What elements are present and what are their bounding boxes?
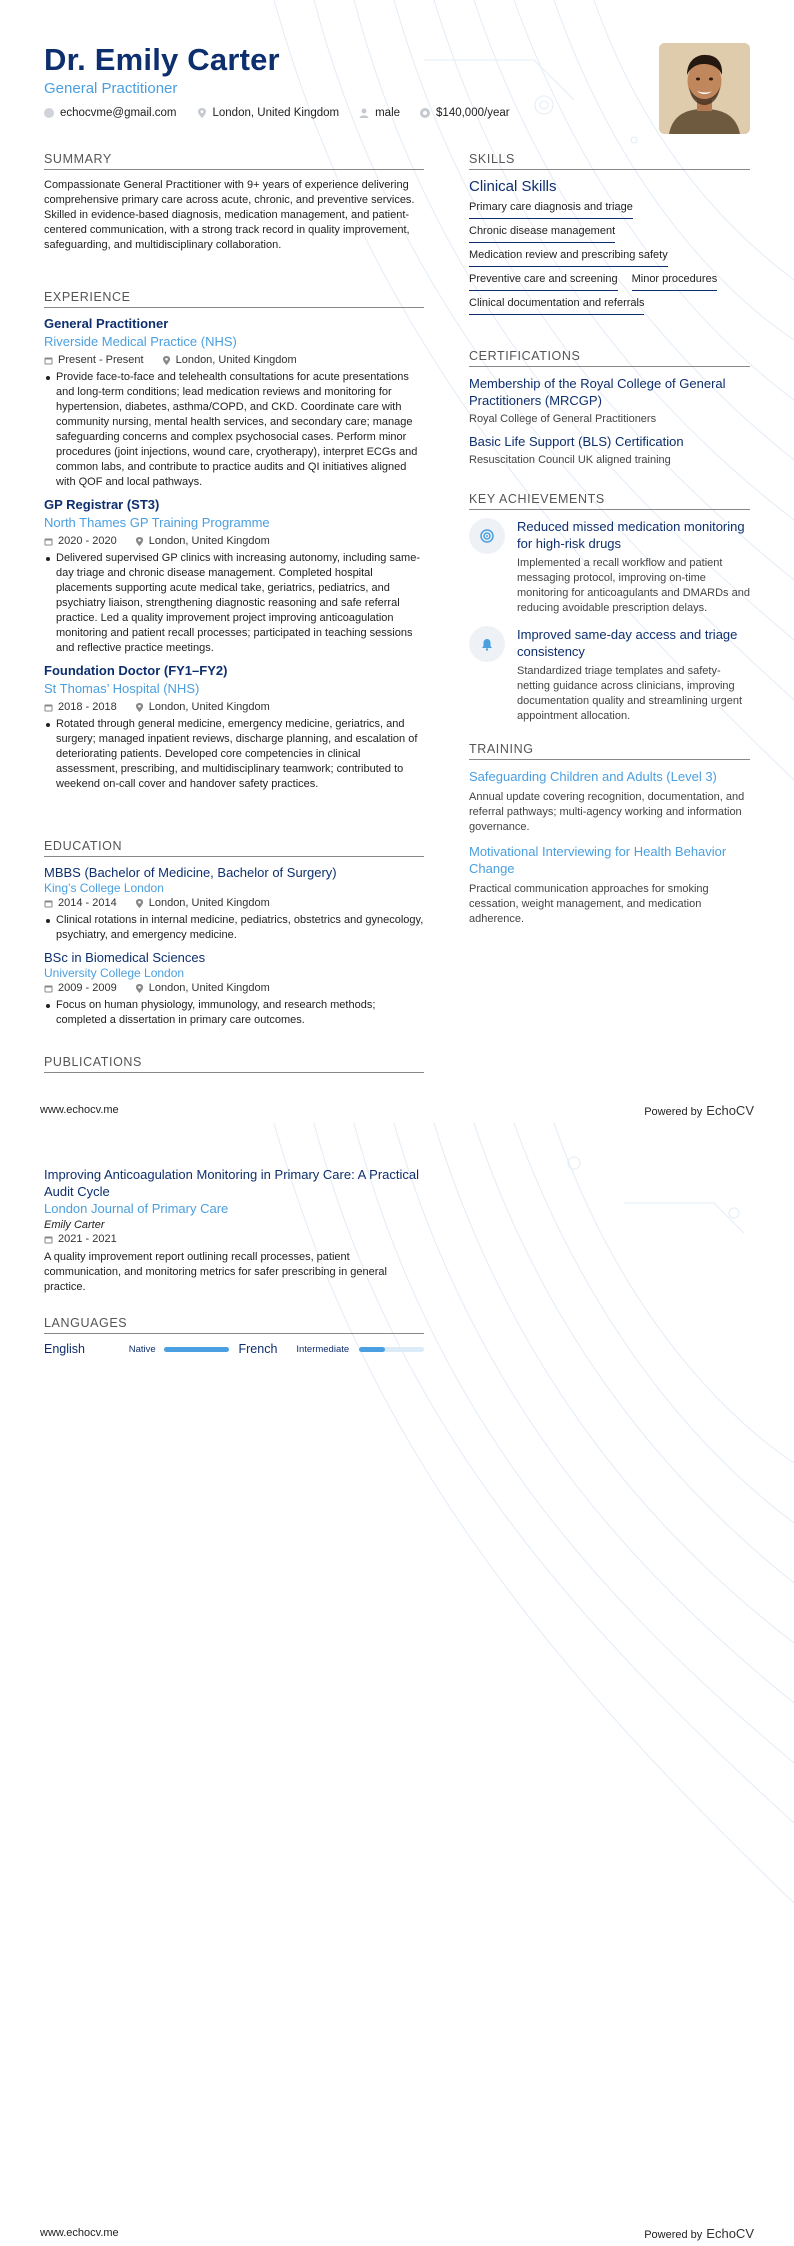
skills-title: SKILLS xyxy=(469,152,750,170)
education-entry xyxy=(44,950,424,1028)
achievement-item xyxy=(469,518,750,616)
location-pin-icon xyxy=(135,899,144,908)
footer-website[interactable]: www.echocv.me xyxy=(40,2227,119,2239)
job-description: Rotated through general medicine, emergency medicine, geriatrics, and surgery; managed inpatient reviews, discharge planning, and escalation of deteriorating patients. Developed core competencies in clinical assessment, prescribing, and multidisciplinary teamwork; contributed to weekend on-call cover and handover safety practices. xyxy=(56,717,424,792)
experience-title: EXPERIENCE xyxy=(44,290,424,308)
education-section xyxy=(44,839,424,1028)
job-description: Provide face-to-face and telehealth consultations for acute presentations and long-term conditions; lead medication reviews and monitoring for hypertension, diabetes, asthma/COPD, and CKD. Coordinate care with community nursing, mental health services, and secondary care; manage safeguarding concerns and complex psychosocial cases. Perform minor procedures (joint injections, wound care, cryotherapy), interpret ECGs and common labs, and contribute to practice audits and QI initiatives aligned with QOF and local pathways. xyxy=(56,370,424,490)
left-column xyxy=(44,152,424,253)
languages-title: LANGUAGES xyxy=(44,1316,424,1334)
skill-tag: Preventive care and screening xyxy=(469,273,618,291)
job-location: London, United Kingdom xyxy=(148,701,270,713)
publications-section-start xyxy=(44,1055,424,1081)
contact-email[interactable] xyxy=(44,107,177,119)
languages-section xyxy=(44,1316,424,1356)
job-organization: St Thomas’ Hospital (NHS) xyxy=(44,681,200,696)
achievements-section xyxy=(469,492,750,734)
training-title-item: Motivational Interviewing for Health Behavior Change xyxy=(469,844,727,876)
achievements-title: KEY ACHIEVEMENTS xyxy=(469,492,750,510)
training-section xyxy=(469,742,750,927)
publication-description: A quality improvement report outlining recall processes, patient communication, and monitoring metrics for safer prescribing in general practice. xyxy=(44,1251,387,1293)
education-description: Clinical rotations in internal medicine, pediatrics, obstetrics and gynecology, psychiatry, and emergency medicine. xyxy=(56,914,424,941)
language-level-bar xyxy=(359,1347,424,1352)
calendar-icon xyxy=(44,703,53,712)
skill-tag: Medication review and prescribing safety xyxy=(469,249,668,267)
skills-section xyxy=(469,152,750,315)
powered-by-label: Powered by xyxy=(644,2229,703,2241)
certifications-title: CERTIFICATIONS xyxy=(469,349,750,367)
publications-title: PUBLICATIONS xyxy=(44,1055,424,1073)
job-meta xyxy=(44,701,424,713)
certification-issuer: Resuscitation Council UK aligned training xyxy=(469,454,671,466)
job-meta xyxy=(44,354,424,366)
publication-journal: London Journal of Primary Care xyxy=(44,1201,229,1216)
contact-salary xyxy=(420,107,510,119)
education-dates: 2009 - 2009 xyxy=(58,982,117,994)
language-level-bar xyxy=(164,1347,229,1352)
publication-title: Improving Anticoagulation Monitoring in Primary Care: A Practical Audit Cycle xyxy=(44,1167,420,1199)
skill-tag: Primary care diagnosis and triage xyxy=(469,201,633,219)
salary-text: $140,000/year xyxy=(436,107,510,119)
achievement-item xyxy=(469,626,750,724)
publication-entry xyxy=(44,1166,424,1295)
experience-entry xyxy=(44,497,424,656)
footer-powered-by xyxy=(644,2226,754,2241)
school-name: King’s College London xyxy=(44,881,164,895)
bell-icon xyxy=(469,626,505,662)
money-icon xyxy=(420,108,430,118)
calendar-icon xyxy=(44,899,53,908)
training-title-item: Safeguarding Children and Adults (Level 3) xyxy=(469,769,717,784)
job-organization: North Thames GP Training Programme xyxy=(44,515,270,530)
profile-photo xyxy=(659,43,750,134)
brand-logo[interactable]: EchoCV xyxy=(706,1103,754,1118)
publication-meta xyxy=(44,1233,424,1245)
skills-category: Clinical Skills xyxy=(469,178,557,195)
email-icon xyxy=(44,108,54,118)
location-pin-icon xyxy=(135,537,144,546)
job-location: London, United Kingdom xyxy=(148,535,270,547)
job-organization: Riverside Medical Practice (NHS) xyxy=(44,334,237,349)
education-location: London, United Kingdom xyxy=(148,982,270,994)
location-pin-icon xyxy=(162,356,171,365)
resume-header xyxy=(44,42,644,97)
training-title: TRAINING xyxy=(469,742,750,760)
calendar-icon xyxy=(44,356,53,365)
location-pin-icon xyxy=(135,984,144,993)
experience-entry xyxy=(44,316,424,490)
summary-text: Compassionate General Practitioner with 9+ years of experience delivering comprehensive primary care across acute, chronic, and preventive services. Skilled in evidence-based diagnosis, medication management, and patient-centered communication, with a strong track record in quality improvement, safeguarding, and multidisciplinary collaboration. xyxy=(44,179,415,251)
certifications-section xyxy=(469,349,750,466)
job-meta xyxy=(44,535,424,547)
degree-title: BSc in Biomedical Sciences xyxy=(44,950,206,965)
achievement-description: Implemented a recall workflow and patient messaging protocol, improving on-time monitoring for anticoagulants and DMARDs and reducing avoidable prescription delays. xyxy=(517,557,750,614)
job-dates: Present - Present xyxy=(58,354,144,366)
certification-issuer: Royal College of General Practitioners xyxy=(469,413,657,425)
location-pin-icon xyxy=(135,703,144,712)
education-title: EDUCATION xyxy=(44,839,424,857)
education-entry xyxy=(44,865,424,943)
candidate-name: Dr. Emily Carter xyxy=(44,42,280,77)
job-dates: 2020 - 2020 xyxy=(58,535,117,547)
location-text: London, United Kingdom xyxy=(212,107,340,119)
gender-text: male xyxy=(375,107,401,119)
achievement-description: Standardized triage templates and safety-netting guidance across clinicians, improving documentation quality and streamlining urgent appointment allocation. xyxy=(517,665,743,722)
footer-powered-by xyxy=(644,1103,754,1118)
location-pin-icon xyxy=(197,108,207,118)
calendar-icon xyxy=(44,984,53,993)
education-dates: 2014 - 2014 xyxy=(58,897,117,909)
target-icon xyxy=(469,518,505,554)
footer-website[interactable]: www.echocv.me xyxy=(40,1104,119,1116)
publication-author: Emily Carter xyxy=(44,1219,105,1231)
skill-tag: Chronic disease management xyxy=(469,225,615,243)
achievement-title: Reduced missed medication monitoring for high-risk drugs xyxy=(517,519,745,551)
job-title: GP Registrar (ST3) xyxy=(44,497,160,512)
publication-dates: 2021 - 2021 xyxy=(58,1233,117,1245)
candidate-role: General Practitioner xyxy=(44,80,178,97)
education-meta xyxy=(44,982,424,994)
person-icon xyxy=(359,108,369,118)
calendar-icon xyxy=(44,1235,53,1244)
brand-logo[interactable]: EchoCV xyxy=(706,2226,754,2241)
education-meta xyxy=(44,897,424,909)
job-dates: 2018 - 2018 xyxy=(58,701,117,713)
school-name: University College London xyxy=(44,966,185,980)
calendar-icon xyxy=(44,537,53,546)
experience-section xyxy=(44,290,424,792)
summary-title: SUMMARY xyxy=(44,152,424,170)
certification-title: Membership of the Royal College of General Practitioners (MRCGP) xyxy=(469,376,726,408)
experience-entry xyxy=(44,663,424,792)
certification-title: Basic Life Support (BLS) Certification xyxy=(469,434,684,449)
powered-by-label: Powered by xyxy=(644,1106,703,1118)
avatar xyxy=(659,43,750,134)
language-level: Intermediate xyxy=(296,1343,350,1355)
language-level-fill xyxy=(359,1347,385,1352)
training-description: Practical communication approaches for smoking cessation, weight management, and medication adherence. xyxy=(469,883,709,925)
skill-tag: Clinical documentation and referrals xyxy=(469,297,644,315)
language-level: Native xyxy=(128,1343,156,1355)
language-name: English xyxy=(44,1342,85,1356)
training-description: Annual update covering recognition, documentation, and referral pathways; multi-agency working and information governance. xyxy=(469,791,745,833)
job-title: General Practitioner xyxy=(44,316,169,331)
job-description: Delivered supervised GP clinics with increasing autonomy, including same-day triage and chronic disease management. Completed hospital placements supporting acute medical take, geriatrics, pediatrics, and psychiatry liaison, strengthening diagnostic reasoning and safe referral practice. Led a quality improvement project improving anticoagulation monitoring and patient recall processes; participated in teaching sessions and reflective practice meetings. xyxy=(56,551,424,656)
email-text: echocvme@gmail.com xyxy=(60,107,177,119)
contact-info xyxy=(44,107,510,119)
skill-tag: Minor procedures xyxy=(632,273,718,291)
resume-page-2 xyxy=(0,1123,794,2246)
education-location: London, United Kingdom xyxy=(148,897,270,909)
job-title: Foundation Doctor (FY1–FY2) xyxy=(44,663,228,678)
language-level-fill xyxy=(164,1347,229,1352)
language-name: French xyxy=(238,1342,278,1356)
job-location: London, United Kingdom xyxy=(175,354,297,366)
contact-location xyxy=(197,107,340,119)
degree-title: MBBS (Bachelor of Medicine, Bachelor of Surgery) xyxy=(44,865,337,880)
skills-list xyxy=(469,201,750,315)
languages-list xyxy=(44,1342,424,1356)
education-description: Focus on human physiology, immunology, and research methods; completed a dissertation in primary care outcomes. xyxy=(56,998,424,1028)
contact-gender xyxy=(359,107,400,119)
achievement-title: Improved same-day access and triage consistency xyxy=(517,627,738,659)
